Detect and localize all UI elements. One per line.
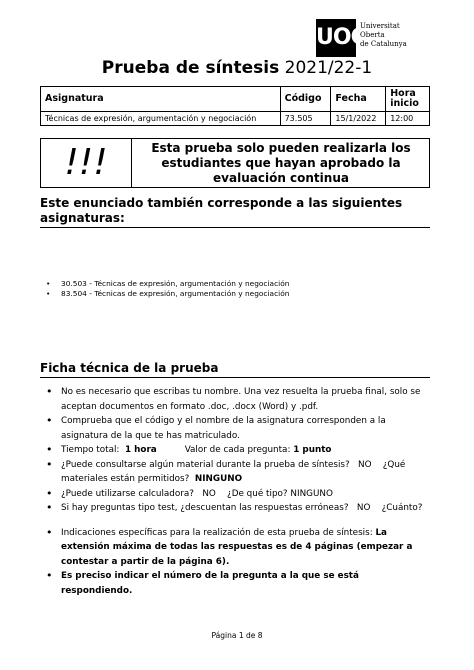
ficha-list <box>40 385 430 598</box>
header-hora: Hora inicio <box>386 87 430 112</box>
uoc-logo <box>316 19 408 57</box>
warning-mark: !!! <box>41 139 132 187</box>
page-title: Prueba de síntesis 2021/22-1 <box>101 58 373 78</box>
course-info-table <box>40 86 430 126</box>
list-item: • Indicaciones específicas para la realización de esta prueba de síntesis: La extensión máxima de todas las respuestas es de 4 páginas (empezar a contestar a partir de la página 6). <box>40 526 430 570</box>
also-applies-list <box>40 279 430 298</box>
table-row <box>41 112 430 126</box>
logo-text: Universitat Oberta de Catalunya <box>360 22 407 48</box>
warning-text: Esta prueba solo pueden realizarla los estudiantes que hayan aprobado la evaluación continua <box>151 141 411 185</box>
cell-codigo: 73.505 <box>280 112 331 126</box>
page-footer: Página 1 de 8 <box>211 631 263 640</box>
list-item: • No es necesario que escribas tu nombre. Una vez resuelta la prueba final, solo se aceptan documentos en formato .doc, .docx (Word) y .pdf. <box>40 385 430 414</box>
list-spacer <box>40 516 430 526</box>
cell-hora: 12:00 <box>386 112 430 126</box>
list-item: • ¿Puede consultarse algún material durante la prueba de síntesis? NO ¿Qué materiales están permitidos? NINGUNO <box>40 458 430 487</box>
list-item: • 83.504 - Técnicas de expresión, argumentación y negociación <box>40 289 430 299</box>
ficha-heading: Ficha técnica de la prueba <box>40 361 430 378</box>
list-item: • Tiempo total: 1 hora Valor de cada pregunta: 1 punto <box>40 443 430 458</box>
header-codigo: Código <box>280 87 331 112</box>
header-asignatura: Asignatura <box>41 87 281 112</box>
cell-fecha: 15/1/2022 <box>331 112 386 126</box>
list-item: • Si hay preguntas tipo test, ¿descuentan las respuestas erróneas? NO ¿Cuánto? <box>40 501 430 516</box>
warning-box <box>40 138 430 188</box>
cell-asignatura: Técnicas de expresión, argumentación y negociación <box>41 112 281 126</box>
list-item: • Comprueba que el código y el nombre de la asignatura corresponden a la asignatura de la que te has matriculado. <box>40 414 430 443</box>
header-fecha: Fecha <box>331 87 386 112</box>
list-item: • Es preciso indicar el número de la pregunta a la que se está respondiendo. <box>40 569 430 598</box>
also-applies-heading: Este enunciado también corresponde a las siguientes asignaturas: <box>40 196 430 228</box>
logo-mark: UOC <box>316 19 356 57</box>
list-item: • ¿Puede utilizarse calculadora? NO ¿De qué tipo? NINGUNO <box>40 487 430 502</box>
list-item: • 30.503 - Técnicas de expresión, argumentación y negociación <box>40 279 430 289</box>
table-header-row <box>41 87 430 112</box>
